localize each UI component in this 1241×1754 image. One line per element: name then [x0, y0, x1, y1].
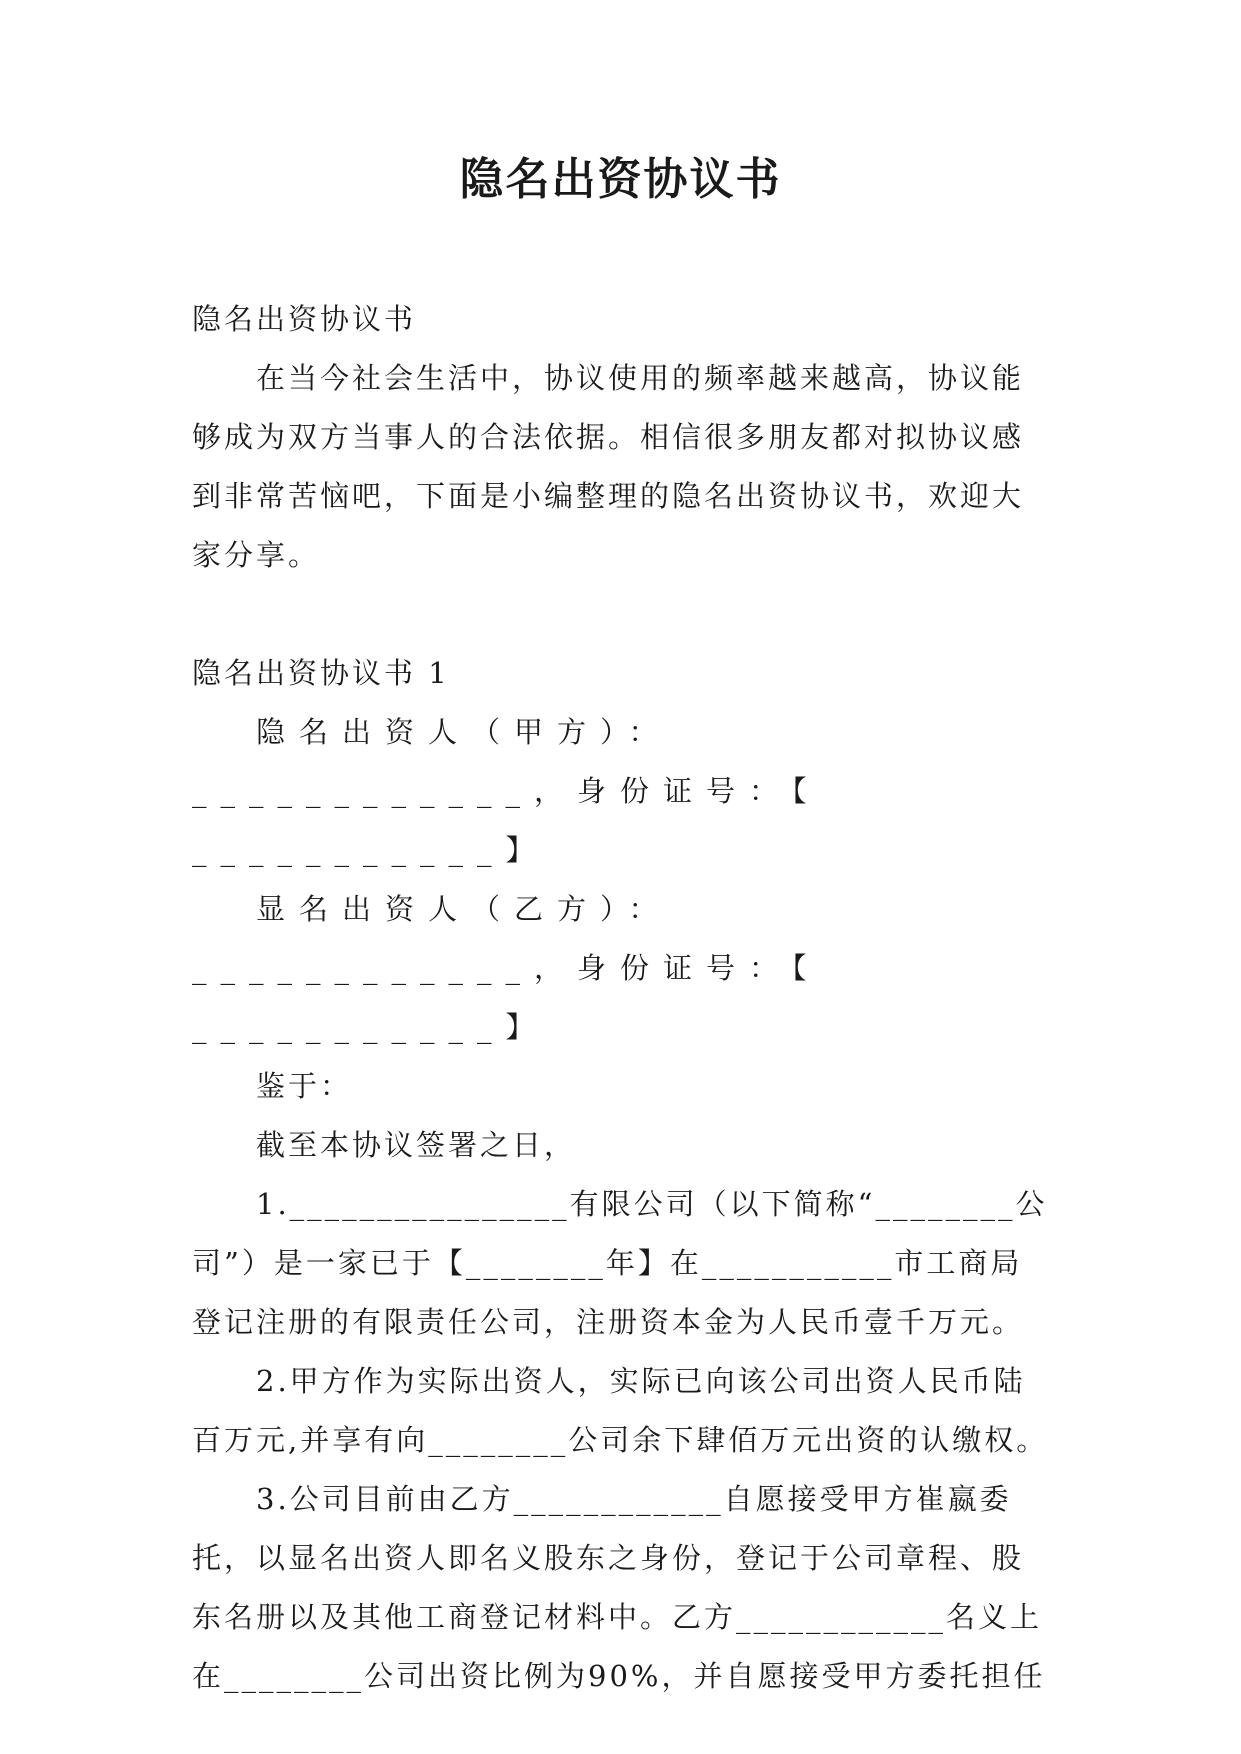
as-of-date-line: 截至本协议签署之日，	[256, 1128, 577, 1162]
document-title: 隐名出资协议书	[459, 154, 782, 205]
intro-paragraph: 在当今社会生活中，协议使用的频率越来越高，协议能够成为双方当事人的合法依据。相信很多朋友都对拟协议感到非常苦恼吧，下面是小编整理的隐名出资协议书，欢迎大家分享。	[192, 361, 1025, 572]
section-heading: 隐名出资协议书	[192, 302, 417, 336]
clause-1: 1.________________有限公司（以下简称“________公司”）是一家已于【________年】在___________市工商局登记注册的有限责任公司，注册资本金为人民币壹千万元。	[192, 1187, 1048, 1339]
section-heading-1: 隐名出资协议书 1	[192, 656, 450, 690]
clause-2: 2.甲方作为实际出资人，实际已向该公司出资人民币陆百万元,并享有向________公司余下肆佰万元出资的认缴权。	[192, 1364, 1049, 1457]
party-b-line: 显名出资人（乙方）：____________，身份证号：【 ___________】	[192, 892, 821, 1044]
clause-3: 3.公司目前由乙方____________自愿接受甲方崔嬴委托，以显名出资人即名义股东之身份，登记于公司章程、股东名册以及其他工商登记材料中。乙方____________名义上在________公司出资比例为90%，并自愿接受甲方委托担任	[192, 1482, 1046, 1693]
whereas-label: 鉴于：	[256, 1069, 353, 1103]
party-a-line: 隐名出资人（甲方）：____________，身份证号：【 ___________】	[192, 715, 821, 867]
document-body	[192, 290, 1052, 1706]
